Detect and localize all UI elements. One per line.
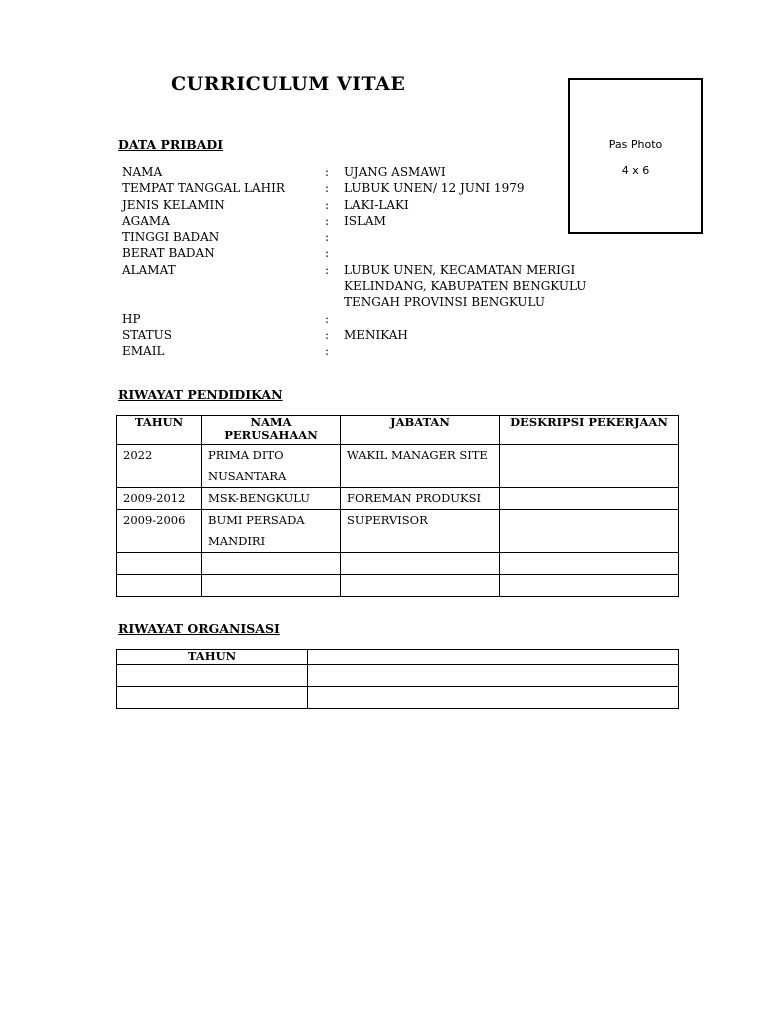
field-label: BERAT BADAN [122, 246, 215, 261]
field-value: LUBUK UNEN/ 12 JUNI 1979 [344, 181, 525, 196]
field-colon: : [325, 230, 330, 245]
table-row [117, 553, 679, 575]
cell-tahun [117, 665, 308, 687]
field-label: HP [122, 311, 141, 326]
table-row [117, 510, 679, 553]
cell-perusahaan: PRIMA DITO NUSANTARA [202, 445, 341, 488]
header-tahun: TAHUN [117, 650, 308, 665]
field-value: UJANG ASMAWI [344, 165, 446, 179]
cell-deskripsi [500, 445, 679, 488]
cell-deskripsi [500, 510, 679, 553]
field-label: TEMPAT TANGGAL LAHIR [122, 181, 285, 196]
table-header-row [117, 416, 679, 445]
cell-tahun [117, 687, 308, 709]
cell-perusahaan: MSK-BENGKULU [202, 488, 341, 510]
document-title: CURRICULUM VITAE [171, 73, 406, 95]
table-row [117, 445, 679, 488]
field-label: ALAMAT [122, 262, 176, 277]
cell-perusahaan [202, 575, 341, 597]
table-row [117, 488, 679, 510]
field-label: STATUS [122, 327, 172, 342]
field-colon: : [325, 311, 330, 326]
field-value: LUBUK UNEN, KECAMATAN MERIGI KELINDANG, KABUPATEN BENGKULU TENGAH PROVINSI BENGKULU [344, 262, 587, 310]
heading-riwayat-pendidikan: RIWAYAT PENDIDIKAN [118, 387, 283, 402]
field-label: EMAIL [122, 344, 165, 359]
cell-deskripsi [500, 553, 679, 575]
education-table [116, 415, 679, 597]
table-header-row [117, 650, 679, 665]
field-colon: : [325, 246, 330, 261]
heading-riwayat-organisasi: RIWAYAT ORGANISASI [118, 621, 280, 636]
field-label: TINGGI BADAN [122, 230, 220, 245]
cell-deskripsi [500, 575, 679, 597]
table-row [117, 687, 679, 709]
cell-jabatan [341, 553, 500, 575]
field-colon: : [325, 262, 330, 277]
field-label: NAMA [122, 165, 163, 179]
cell-organisasi [308, 687, 679, 709]
header-nama-perusahaan: NAMA PERUSAHAAN [202, 416, 341, 445]
cell-jabatan: SUPERVISOR [341, 510, 500, 553]
field-colon: : [325, 213, 330, 228]
photo-size: 4 x 6 [621, 164, 650, 177]
cell-organisasi [308, 665, 679, 687]
cell-jabatan [341, 575, 500, 597]
photo-label: Pas Photo [608, 138, 663, 151]
table-row [117, 665, 679, 687]
field-colon: : [325, 181, 330, 196]
table-row [117, 575, 679, 597]
cell-tahun [117, 553, 202, 575]
organization-table [116, 649, 679, 709]
cell-tahun: 2022 [117, 445, 202, 488]
field-colon: : [325, 165, 330, 179]
field-value: MENIKAH [344, 327, 408, 342]
cell-perusahaan [202, 553, 341, 575]
header-tahun: TAHUN [117, 416, 202, 445]
cell-jabatan: WAKIL MANAGER SITE [341, 445, 500, 488]
heading-data-pribadi: DATA PRIBADI [118, 137, 224, 152]
field-label: AGAMA [122, 213, 170, 228]
cell-deskripsi [500, 488, 679, 510]
cell-tahun: 2009-2012 [117, 488, 202, 510]
header-deskripsi: DESKRIPSI PEKERJAAN [500, 416, 679, 445]
field-label: JENIS KELAMIN [122, 197, 225, 212]
cell-tahun [117, 575, 202, 597]
cell-tahun: 2009-2006 [117, 510, 202, 553]
field-value: LAKI-LAKI [344, 197, 409, 212]
header-organisasi [308, 650, 679, 665]
header-jabatan: JABATAN [341, 416, 500, 445]
field-colon: : [325, 197, 330, 212]
field-value: ISLAM [344, 213, 386, 228]
field-colon: : [325, 327, 330, 342]
field-colon: : [325, 344, 330, 359]
cell-perusahaan: BUMI PERSADA MANDIRI [202, 510, 341, 553]
cell-jabatan: FOREMAN PRODUKSI [341, 488, 500, 510]
